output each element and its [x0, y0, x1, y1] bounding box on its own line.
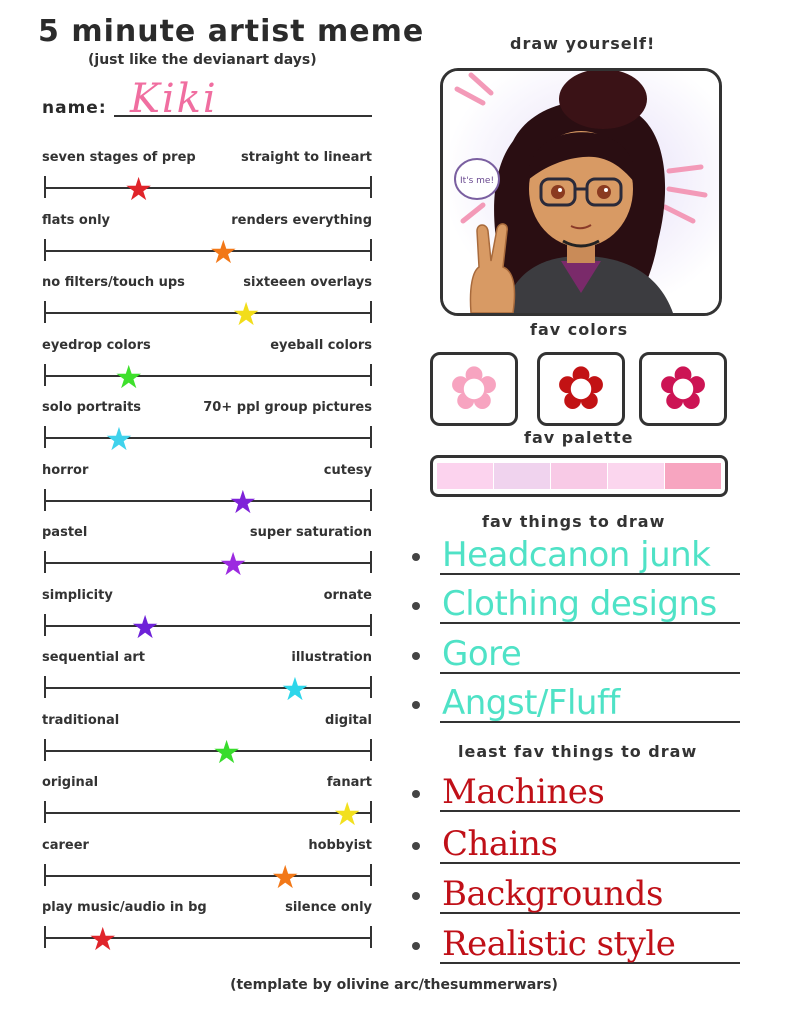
slider-star-marker-icon[interactable]: ★ — [218, 545, 248, 583]
list-item-text: Clothing designs — [442, 584, 717, 624]
slider-star-marker-icon[interactable]: ★ — [114, 358, 144, 396]
slider-row — [42, 213, 372, 273]
list-item — [410, 580, 740, 626]
slider-left-label: no filters/touch ups — [42, 275, 185, 290]
fav-palette-heading: fav palette — [524, 428, 634, 447]
slider-star-marker-icon[interactable]: ★ — [280, 670, 310, 708]
slider-left-label: play music/audio in bg — [42, 900, 207, 915]
slider-left-label: solo portraits — [42, 400, 142, 415]
slider-end-tick — [44, 239, 46, 261]
name-value: Kiki — [130, 76, 218, 122]
slider-row — [42, 275, 372, 335]
slider-left-label: pastel — [42, 525, 88, 540]
slider-left-label: traditional — [42, 713, 120, 728]
slider-left-label: career — [42, 838, 89, 853]
slider-end-tick — [370, 614, 372, 636]
draw-yourself-heading: draw yourself! — [510, 34, 656, 53]
slider-left-label: seven stages of prep — [42, 150, 196, 165]
slider-end-tick — [44, 364, 46, 386]
list-item — [410, 920, 740, 966]
slider-star-marker-icon[interactable]: ★ — [130, 608, 160, 646]
slider-end-tick — [370, 489, 372, 511]
slider-end-tick — [370, 301, 372, 323]
slider-track[interactable] — [44, 750, 372, 752]
slider-track[interactable] — [44, 812, 372, 814]
slider-end-tick — [44, 926, 46, 948]
slider-star-marker-icon[interactable]: ★ — [332, 795, 362, 833]
slider-left-label: original — [42, 775, 99, 790]
fav-palette-strip — [430, 455, 728, 497]
palette-color-cell — [551, 463, 607, 489]
list-item-text: Angst/Fluff — [442, 683, 620, 723]
slider-track[interactable] — [44, 312, 372, 314]
list-item — [410, 870, 740, 916]
slider-track[interactable] — [44, 562, 372, 564]
name-label: name: — [42, 98, 107, 118]
list-item — [410, 531, 740, 577]
list-item-text: Gore — [442, 634, 522, 674]
bullet-icon — [412, 842, 420, 850]
page-title: 5 minute artist meme — [38, 14, 425, 49]
slider-right-label: ornate — [323, 588, 372, 603]
slider-right-label: renders everything — [231, 213, 372, 228]
slider-end-tick — [370, 176, 372, 198]
slider-star-marker-icon[interactable]: ★ — [228, 483, 258, 521]
slider-row — [42, 713, 372, 773]
list-item — [410, 630, 740, 676]
slider-end-tick — [44, 801, 46, 823]
slider-star-marker-icon[interactable]: ★ — [88, 920, 118, 958]
slider-star-marker-icon[interactable]: ★ — [104, 420, 134, 458]
list-item — [410, 768, 740, 814]
slider-row — [42, 838, 372, 898]
palette-color-cell — [665, 463, 721, 489]
slider-end-tick — [370, 926, 372, 948]
slider-star-marker-icon[interactable]: ★ — [208, 233, 238, 271]
slider-end-tick — [44, 864, 46, 886]
list-item — [410, 820, 740, 866]
palette-color-cell — [494, 463, 550, 489]
list-item-text: Chains — [442, 824, 558, 864]
slider-end-tick — [370, 426, 372, 448]
flower-icon: ✿ — [448, 354, 500, 424]
slider-end-tick — [44, 739, 46, 761]
slider-row — [42, 900, 372, 960]
slider-right-label: silence only — [285, 900, 372, 915]
bullet-icon — [412, 652, 420, 660]
bullet-icon — [412, 790, 420, 798]
slider-right-label: straight to lineart — [241, 150, 372, 165]
slider-end-tick — [370, 801, 372, 823]
slider-track[interactable] — [44, 500, 372, 502]
slider-track[interactable] — [44, 625, 372, 627]
flower-icon: ✿ — [657, 354, 709, 424]
slider-end-tick — [44, 176, 46, 198]
palette-color-cell — [437, 463, 493, 489]
slider-right-label: digital — [325, 713, 372, 728]
slider-row — [42, 650, 372, 710]
slider-left-label: flats only — [42, 213, 111, 228]
slider-track[interactable] — [44, 687, 372, 689]
slider-star-marker-icon[interactable]: ★ — [124, 170, 153, 208]
slider-right-label: 70+ ppl group pictures — [203, 400, 372, 415]
palette-color-cell — [608, 463, 664, 489]
slider-right-label: sixteeen overlays — [243, 275, 372, 290]
slider-right-label: hobbyist — [308, 838, 372, 853]
slider-end-tick — [370, 676, 372, 698]
list-item-text: Realistic style — [442, 924, 676, 964]
slider-end-tick — [370, 864, 372, 886]
slider-end-tick — [370, 551, 372, 573]
slider-right-label: super saturation — [249, 525, 372, 540]
slider-star-marker-icon[interactable]: ★ — [270, 858, 300, 896]
list-item-text: Headcanon junk — [442, 535, 711, 575]
self-portrait-drawing — [443, 71, 719, 313]
bullet-icon — [412, 701, 420, 709]
slider-end-tick — [44, 614, 46, 636]
slider-track[interactable] — [44, 375, 372, 377]
slider-end-tick — [44, 489, 46, 511]
slider-left-label: eyedrop colors — [42, 338, 151, 353]
page-subtitle: (just like the devianart days) — [88, 52, 317, 68]
bullet-icon — [412, 602, 420, 610]
slider-row — [42, 463, 372, 523]
flower-icon: ✿ — [555, 354, 607, 424]
slider-track[interactable] — [44, 875, 372, 877]
slider-end-tick — [370, 364, 372, 386]
slider-end-tick — [370, 239, 372, 261]
slider-row — [42, 338, 372, 398]
bullet-icon — [412, 553, 420, 561]
slider-right-label: eyeball colors — [270, 338, 372, 353]
slider-row — [42, 400, 372, 460]
slider-row — [42, 775, 372, 835]
slider-left-label: horror — [42, 463, 89, 478]
bullet-icon — [412, 942, 420, 950]
bullet-icon — [412, 892, 420, 900]
list-item-text: Machines — [442, 772, 605, 812]
slider-end-tick — [44, 676, 46, 698]
speech-bubble-text: It's me! — [459, 176, 495, 186]
slider-end-tick — [44, 301, 46, 323]
list-item — [410, 679, 740, 725]
color-swatch — [537, 352, 625, 426]
slider-right-label: illustration — [291, 650, 372, 665]
slider-right-label: fanart — [326, 775, 372, 790]
slider-row — [42, 150, 372, 210]
slider-star-marker-icon[interactable]: ★ — [231, 295, 261, 333]
slider-left-label: sequential art — [42, 650, 146, 665]
slider-end-tick — [44, 426, 46, 448]
fav-things-heading: fav things to draw — [482, 512, 666, 531]
slider-end-tick — [44, 551, 46, 573]
color-swatch — [430, 352, 518, 426]
self-portrait-frame — [440, 68, 722, 316]
slider-track[interactable] — [44, 437, 372, 439]
template-credit: (template by olivine arc/thesummerwars) — [230, 977, 558, 993]
slider-left-label: simplicity — [42, 588, 113, 603]
slider-right-label: cutesy — [323, 463, 372, 478]
slider-row — [42, 588, 372, 648]
slider-row — [42, 525, 372, 585]
slider-track[interactable] — [44, 187, 372, 189]
color-swatch — [639, 352, 727, 426]
fav-colors-heading: fav colors — [530, 320, 629, 339]
slider-star-marker-icon[interactable]: ★ — [212, 733, 241, 771]
least-fav-things-heading: least fav things to draw — [458, 742, 698, 761]
list-item-text: Backgrounds — [442, 874, 663, 914]
slider-end-tick — [370, 739, 372, 761]
